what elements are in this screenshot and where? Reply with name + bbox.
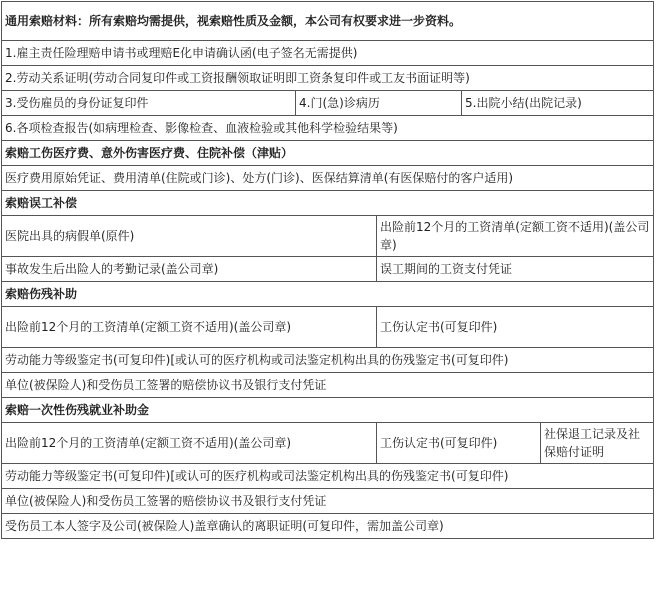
disability-item-4: 单位(被保险人)和受伤员工签署的赔偿协议书及银行支付凭证 bbox=[2, 373, 654, 398]
general-item-4: 4.门(急)诊病历 bbox=[296, 91, 462, 116]
disability-section-title: 索赔伤残补助 bbox=[2, 282, 654, 307]
general-item-6: 6.各项检查报告(如病理检查、影像检查、血液检验或其他科学检验结果等) bbox=[2, 116, 654, 141]
claim-materials-table bbox=[1, 1, 654, 539]
general-item-1: 1.雇主责任险理赔申请书或理赔E化申请确认函(电子签名无需提供) bbox=[2, 41, 654, 66]
one-time-item-5: 单位(被保险人)和受伤员工签署的赔偿协议书及银行支付凭证 bbox=[2, 489, 654, 514]
general-item-2: 2.劳动关系证明(劳动合同复印件或工资报酬领取证明即工资条复印件或工友书面证明等) bbox=[2, 66, 654, 91]
lost-work-item-1: 医院出具的病假单(原件) bbox=[2, 216, 377, 257]
one-time-item-4: 劳动能力等级鉴定书(可复印件)[或认可的医疗机构或司法鉴定机构出具的伤残鉴定书(可复印件) bbox=[2, 464, 654, 489]
one-time-section-title: 索赔一次性伤残就业补助金 bbox=[2, 398, 654, 423]
one-time-item-3: 社保退工记录及社保赔付证明 bbox=[541, 423, 654, 464]
lost-work-section-title: 索赔误工补偿 bbox=[2, 191, 654, 216]
disability-item-2: 工伤认定书(可复印件) bbox=[377, 307, 654, 348]
general-materials-header: 通用索赔材料：所有索赔均需提供，视索赔性质及金额，本公司有权要求进一步资料。 bbox=[2, 2, 654, 41]
lost-work-item-2: 出险前12个月的工资清单(定额工资不适用)(盖公司章) bbox=[377, 216, 654, 257]
one-time-item-2: 工伤认定书(可复印件) bbox=[377, 423, 541, 464]
lost-work-item-4: 误工期间的工资支付凭证 bbox=[377, 257, 654, 282]
one-time-item-1: 出险前12个月的工资清单(定额工资不适用)(盖公司章) bbox=[2, 423, 377, 464]
medical-section-title: 索赔工伤医疗费、意外伤害医疗费、住院补偿（津贴） bbox=[2, 141, 654, 166]
disability-item-1: 出险前12个月的工资清单(定额工资不适用)(盖公司章) bbox=[2, 307, 377, 348]
general-item-5: 5.出院小结(出院记录) bbox=[462, 91, 654, 116]
disability-item-3: 劳动能力等级鉴定书(可复印件)[或认可的医疗机构或司法鉴定机构出具的伤残鉴定书(可复印件) bbox=[2, 348, 654, 373]
medical-item-1: 医疗费用原始凭证、费用清单(住院或门诊)、处方(门诊)、医保结算清单(有医保赔付的客户适用) bbox=[2, 166, 654, 191]
one-time-item-6: 受伤员工本人签字及公司(被保险人)盖章确认的离职证明(可复印件，需加盖公司章) bbox=[2, 514, 654, 539]
lost-work-item-3: 事故发生后出险人的考勤记录(盖公司章) bbox=[2, 257, 377, 282]
general-item-3: 3.受伤雇员的身份证复印件 bbox=[2, 91, 296, 116]
